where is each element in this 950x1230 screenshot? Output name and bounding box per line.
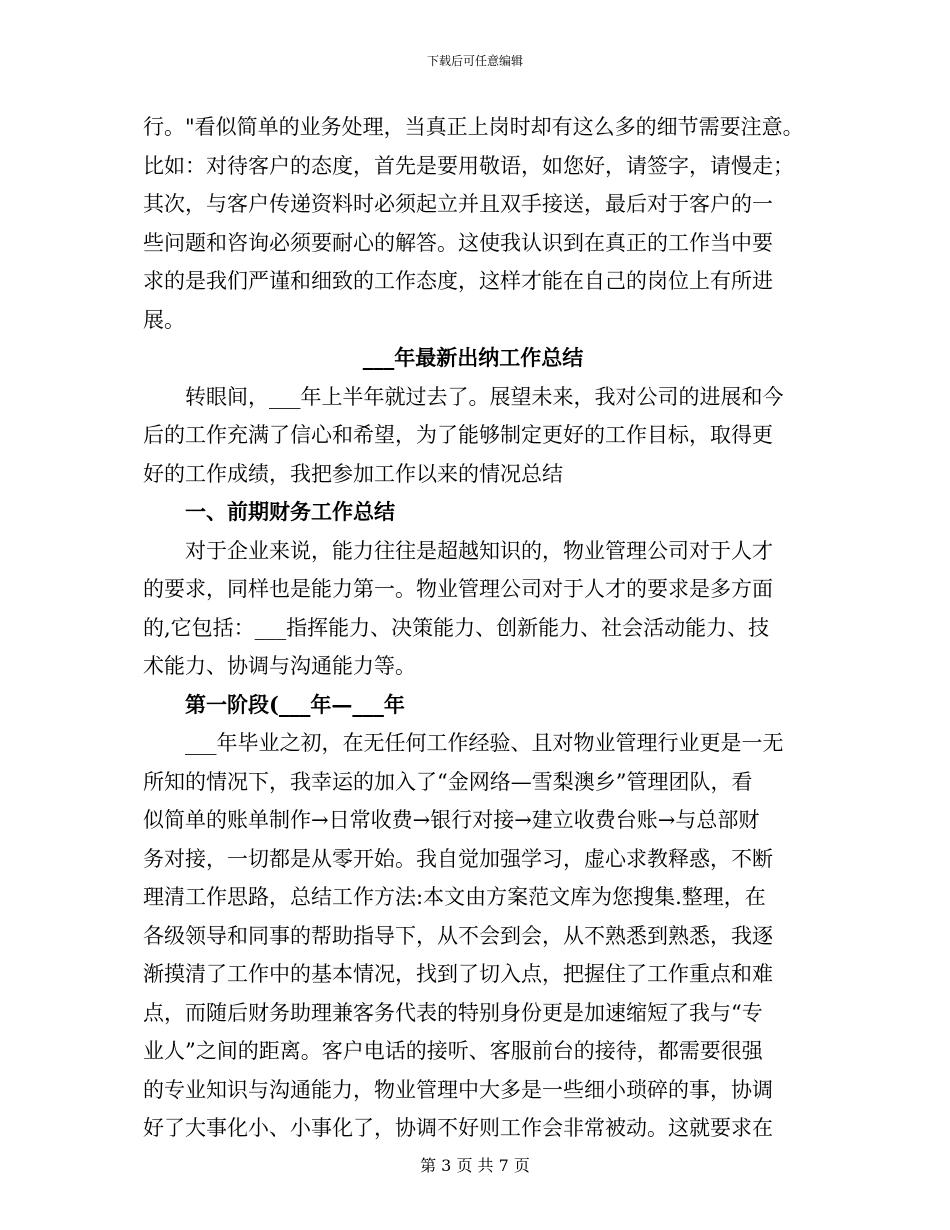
- body-line: 比如：对待客户的态度，首先是要用敬语，如您好，请签字，请慢走；: [143, 153, 794, 178]
- section-title: ___年最新出纳工作总结: [362, 345, 584, 370]
- body-line: 业人”之间的距离。客户电话的接听、客服前台的接待，都需要很强: [143, 1039, 763, 1063]
- body-line: 似简单的账单制作→日常收费→银行对接→建立收费台账→与总部财: [143, 808, 760, 832]
- paragraph-start: ___年毕业之初，在无任何工作经验、且对物业管理行业更是一无: [185, 731, 784, 755]
- download-note: 下载后可任意编辑: [426, 54, 523, 68]
- document-body: [143, 108, 803, 1148]
- body-line: 后的工作充满了信心和希望，为了能够制定更好的工作目标，取得更: [143, 423, 773, 447]
- paragraph-start: 转眼间，___年上半年就过去了。展望未来，我对公司的进展和今: [185, 384, 784, 409]
- body-line: 理清工作思路，总结工作方法:本文由方案范文库为您搜集.整理，在: [143, 885, 766, 909]
- body-line: 术能力、协调与沟通能力等。: [143, 654, 416, 678]
- paragraph-start: 对于企业来说，能力往往是超越知识的，物业管理公司对于人才: [185, 538, 773, 563]
- body-line: 行。"看似简单的业务处理，当真正上岗时却有这么多的细节需要注意。: [143, 115, 804, 139]
- body-line: 展。: [143, 307, 185, 332]
- body-line: 求的是我们严谨和细致的工作态度，这样才能在自己的岗位上有所进: [143, 269, 773, 293]
- body-line: 渐摸清了工作中的基本情况，找到了切入点，把握住了工作重点和难: [143, 962, 773, 986]
- body-line: 各级领导和同事的帮助指导下，从不会到会，从不熟悉到熟悉，我逐: [143, 923, 773, 948]
- body-line: 其次，与客户传递资料时必须起立并且双手接送，最后对于客户的一: [143, 192, 773, 216]
- page-number: 第 3 页 共 7 页: [420, 1156, 530, 1175]
- body-line: 些问题和咨询必须要耐心的解答。这使我认识到在真正的工作当中要: [143, 230, 773, 255]
- body-line: 的要求，同样也是能力第一。物业管理公司对于人才的要求是多方面: [143, 577, 773, 601]
- subsection-heading: 一、前期财务工作总结: [185, 499, 395, 524]
- body-line: 点，而随后财务助理兼客务代表的特别身份更是加速缩短了我与“专: [143, 1000, 763, 1025]
- body-line: 好了大事化小、小事化了，协调不好则工作会非常被动。这就要求在: [143, 1116, 773, 1140]
- stage-heading: 第一阶段(___年—___年: [185, 691, 405, 717]
- body-line: 的,它包括：___指挥能力、决策能力、创新能力、社会活动能力、技: [143, 615, 770, 640]
- body-line: 务对接，一切都是从零开始。我自觉加强学习，虚心求教释惑，不断: [143, 846, 773, 871]
- body-line: 的专业知识与沟通能力，物业管理中大多是一些细小琐碎的事，协调: [143, 1077, 773, 1102]
- body-line: 所知的情况下，我幸运的加入了“金网络—雪梨澳乡”管理团队，看: [143, 769, 753, 794]
- body-line: 好的工作成绩，我把参加工作以来的情况总结: [143, 461, 563, 486]
